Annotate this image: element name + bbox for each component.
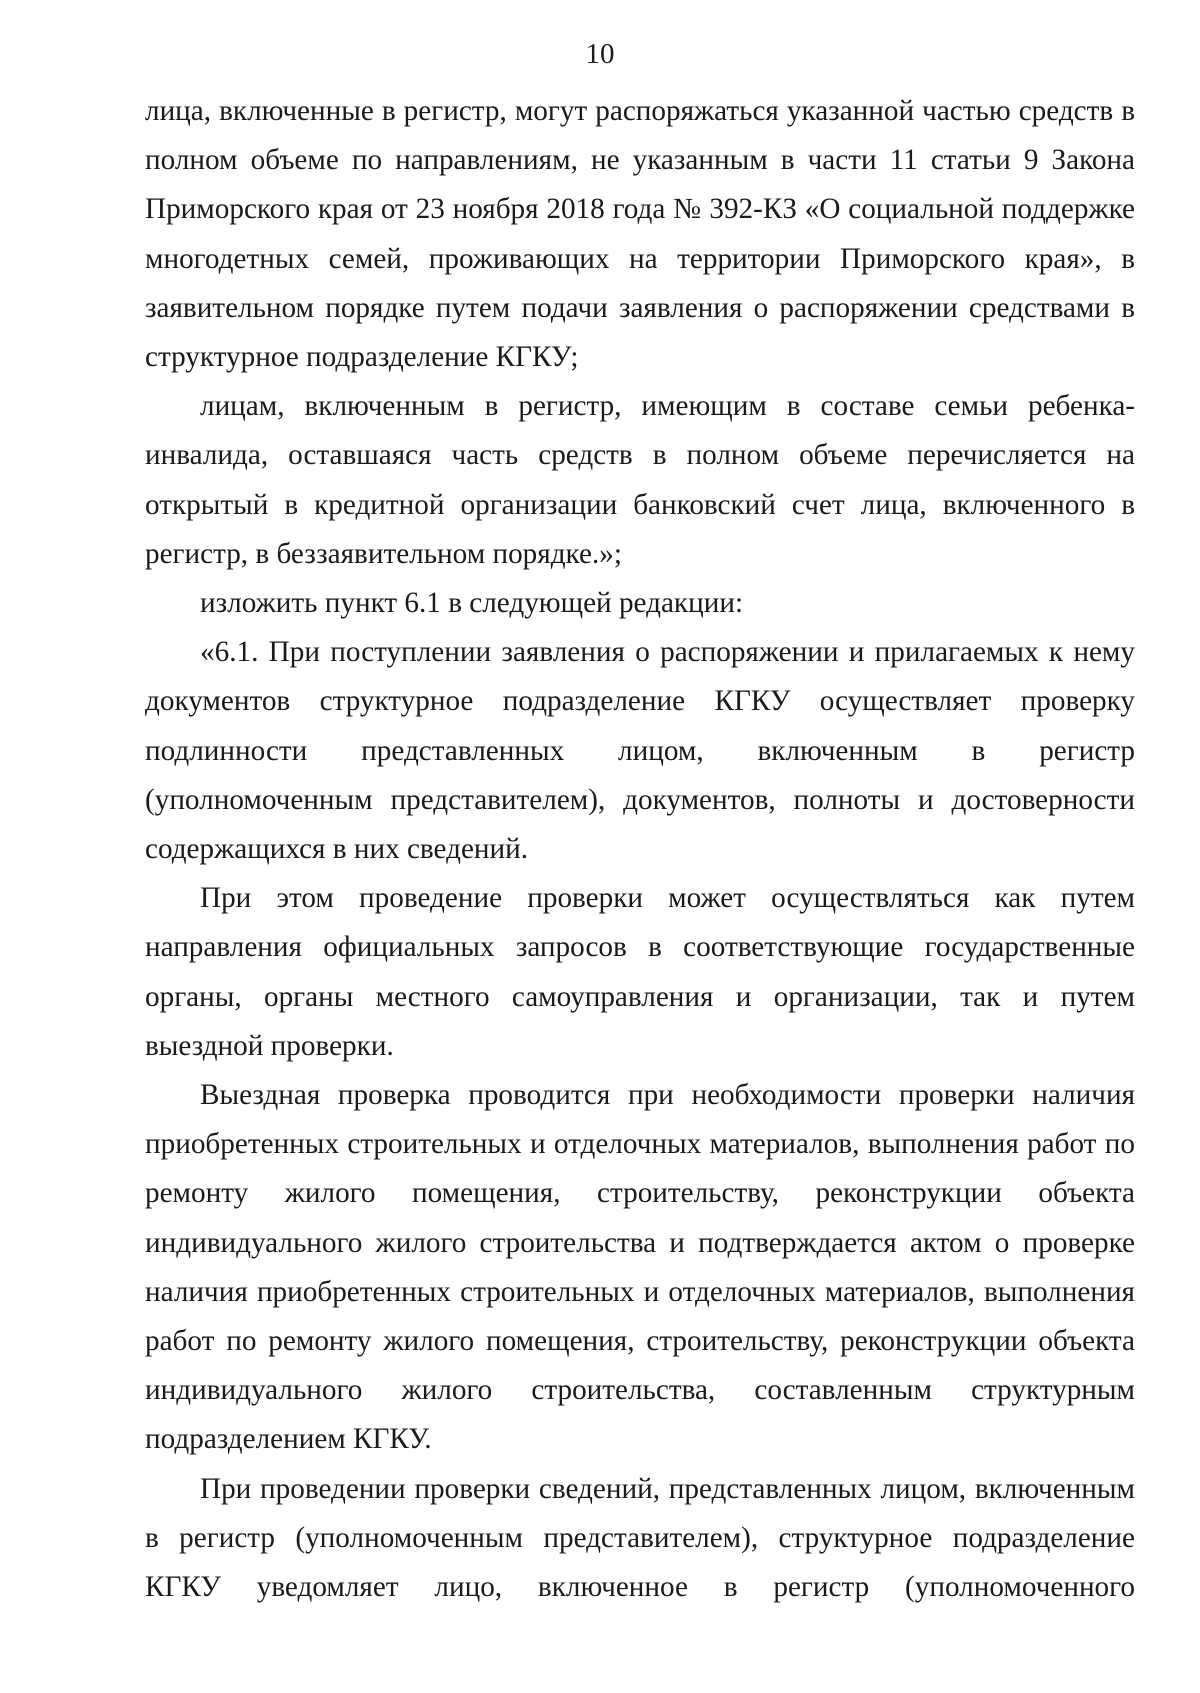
paragraph-notification: При проведении проверки сведений, представленных лицом, включенным в регистр (уполномоченным представителем), структурное подразделение КГКУ уведомляет лицо, включенное в регистр (уполномоченного <box>145 1472 1135 1604</box>
paragraph-disabled-child-transfer: лицам, включенным в регистр, имеющим в составе семьи ребенка-инвалида, оставшаяся часть средств в полном объеме перечисляется на открытый в кредитной организации банковский счет лица, включенного в регистр, в беззаявительном порядке.»; <box>145 390 1135 570</box>
paragraph-onsite-inspection: Выездная проверка проводится при необходимости проверки наличия приобретенных строительных и отделочных материалов, выполнения работ по ремонту жилого помещения, строительству, реконструкции объекта индивидуального жилого строительства и подтверждается актом о проверке наличия приобретенных строительных и отделочных материалов, выполнения работ по ремонту жилого помещения, строительству, реконструкции объекта индивидуального жилого строительства, составленным структурным подразделением КГКУ. <box>145 1079 1135 1456</box>
page-number: 10 <box>585 38 615 70</box>
paragraph-verification-methods: При этом проведение проверки может осуществляться как путем направления официальных запросов в соответствующие государственные органы, органы местного самоуправления и организации, так и путем выездной проверки. <box>145 882 1135 1062</box>
paragraph-clause-6-1-verification: «6.1. При поступлении заявления о распоряжении и прилагаемых к нему документов структурное подразделение КГКУ осуществляет проверку подлинности представленных лицом, включенным в регистр (уполномоченным представителем), документов, полноты и достоверности содержащихся в них сведений. <box>145 636 1135 866</box>
paragraph-continuation-disposal-rights: лица, включенные в регистр, могут распоряжаться указанной частью средств в полном объеме по направлениям, не указанным в части 11 статьи 9 Закона Приморского края от 23 ноября 2018 года № 392-КЗ «О социальной поддержке многодетных семей, проживающих на территории Приморского края», в заявительном порядке путем подачи заявления о распоряжении средствами в структурное подразделение КГКУ; <box>145 95 1135 374</box>
document-body <box>145 87 1135 1612</box>
paragraph-amend-clause-6-1: изложить пункт 6.1 в следующей редакции: <box>200 587 744 620</box>
